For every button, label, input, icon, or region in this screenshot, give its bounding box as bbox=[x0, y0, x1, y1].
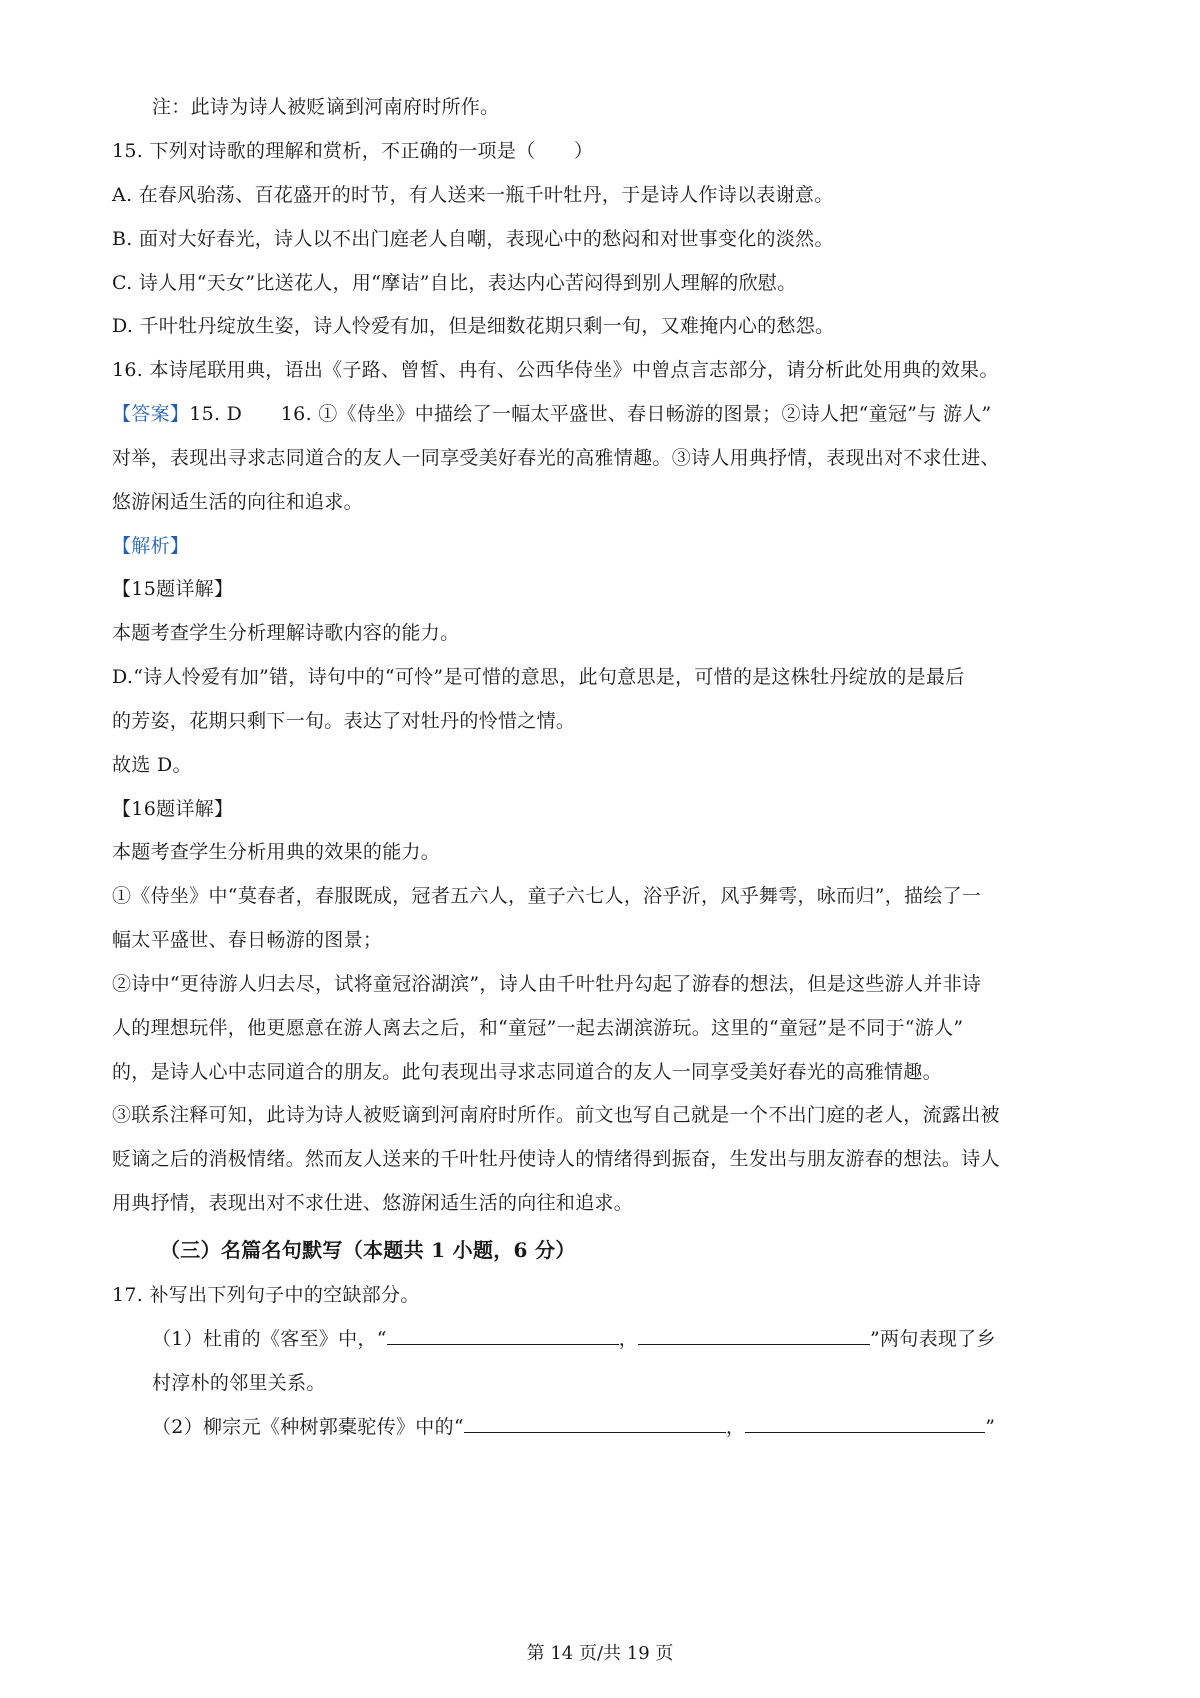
fill-blank-4[interactable] bbox=[745, 1414, 985, 1433]
q16-detail-para-7: ③联系注释可知，此诗为诗人被贬谪到河南府时所作。前文也写自己就是一个不出门庭的老人，流露出被 bbox=[112, 1104, 1000, 1126]
q16-detail-para-6: 的，是诗人心中志同道合的朋友。此句表现出寻求志同道合的友人一同享受美好春光的高雅情趣。 bbox=[112, 1061, 942, 1083]
q17-item-1-suffix: ”两句表现了乡 bbox=[870, 1328, 996, 1350]
q17-item-1-prefix: （1）杜甫的《客至》中，“ bbox=[152, 1328, 387, 1350]
q17-item-2-prefix: （2）柳宗元《种树郭橐驼传》中的“ bbox=[152, 1416, 464, 1438]
fill-blank-1[interactable] bbox=[387, 1326, 619, 1345]
q17-item-2-comma: ， bbox=[725, 1416, 746, 1438]
answer-line-3: 悠游闲适生活的向往和追求。 bbox=[112, 491, 363, 513]
q17-stem: 17. 补写出下列句子中的空缺部分。 bbox=[112, 1284, 420, 1306]
q17-item-2-suffix: ” bbox=[985, 1416, 996, 1438]
q16-detail-para-5: 人的理想玩伴，他更愿意在游人离去之后，和“童冠”一起去湖滨游玩。这里的“童冠”是不同于“游人” bbox=[112, 1017, 964, 1039]
q17-item-1 bbox=[152, 1326, 1142, 1352]
q15-option-a: A. 在春风骀荡、百花盛开的时节，有人送来一瓶千叶牡丹，于是诗人作诗以表谢意。 bbox=[112, 184, 834, 206]
fill-blank-2[interactable] bbox=[638, 1326, 870, 1345]
q16-detail-para-8: 贬谪之后的消极情绪。然而友人送来的千叶牡丹使诗人的情绪得到振奋，生发出与朋友游春的想法。诗人 bbox=[112, 1148, 1000, 1170]
q15-detail-para-2: D.“诗人怜爱有加”错，诗句中的“可怜”是可惜的意思，此句意思是，可惜的是这株牡丹绽放的是最后 bbox=[112, 666, 965, 688]
page-number-footer: 第 14 页/共 19 页 bbox=[526, 1643, 674, 1664]
answer-label: 【答案】 bbox=[112, 403, 190, 425]
q16-detail-para-3: 幅太平盛世、春日畅游的图景； bbox=[112, 929, 383, 951]
q17-item-1-cont: 村淳朴的邻里关系。 bbox=[152, 1372, 326, 1394]
q15-option-d: D. 千叶牡丹绽放生姿，诗人怜爱有加，但是细数花期只剩一旬，又难掩内心的愁怨。 bbox=[112, 315, 835, 337]
q15-detail-para-1: 本题考查学生分析理解诗歌内容的能力。 bbox=[112, 622, 460, 644]
q16-detail-para-2: ①《侍坐》中“莫春者，春服既成，冠者五六人，童子六七人，浴乎沂，风乎舞雩，咏而归”，描绘了一 bbox=[112, 885, 982, 907]
answer-line-2: 对举，表现出寻求志同道合的友人一同享受美好春光的高雅情趣。③诗人用典抒情，表现出对不求仕进、 bbox=[112, 447, 1000, 469]
q15-option-b: B. 面对大好春光，诗人以不出门庭老人自嘲，表现心中的愁闷和对世事变化的淡然。 bbox=[112, 228, 834, 250]
q16-detail-para-9: 用典抒情，表现出对不求仕进、悠游闲适生活的向往和追求。 bbox=[112, 1192, 634, 1214]
q15-detail-para-4: 故选 D。 bbox=[112, 754, 192, 776]
analysis-label: 【解析】 bbox=[112, 535, 190, 557]
q16-detail-para-1: 本题考查学生分析用典的效果的能力。 bbox=[112, 841, 441, 863]
q15-option-c: C. 诗人用“天女”比送花人，用“摩诘”自比，表达内心苦闷得到别人理解的欣慰。 bbox=[112, 272, 797, 294]
q16-detail-para-4: ②诗中“更待游人归去尽，试将童冠浴湖滨”，诗人由千叶牡丹勾起了游春的想法，但是这些游人并非诗 bbox=[112, 973, 982, 995]
fill-blank-3[interactable] bbox=[464, 1414, 726, 1433]
section-heading: （三）名篇名句默写（本题共 1 小题，6 分） bbox=[160, 1238, 576, 1262]
answer-line-1 bbox=[112, 401, 1102, 427]
q17-item-1-comma: ， bbox=[618, 1328, 639, 1350]
poem-note: 注：此诗为诗人被贬谪到河南府时所作。 bbox=[152, 96, 500, 118]
q15-detail-para-3: 的芳姿，花期只剩下一旬。表达了对牡丹的怜惜之情。 bbox=[112, 710, 576, 732]
q17-item-2 bbox=[152, 1414, 1142, 1440]
q16-stem: 16. 本诗尾联用典，语出《子路、曾皙、冉有、公西华侍坐》中曾点言志部分，请分析此处用典的效果。 bbox=[112, 359, 999, 381]
q16-detail-heading: 【16题详解】 bbox=[112, 798, 234, 820]
q15-stem: 15. 下列对诗歌的理解和赏析，不正确的一项是（ ） bbox=[112, 140, 594, 162]
answer-text-1: 15. D 16. ①《侍坐》中描绘了一幅太平盛世、春日畅游的图景；②诗人把“童冠”与 游人” bbox=[189, 403, 992, 425]
q15-detail-heading: 【15题详解】 bbox=[112, 578, 234, 600]
